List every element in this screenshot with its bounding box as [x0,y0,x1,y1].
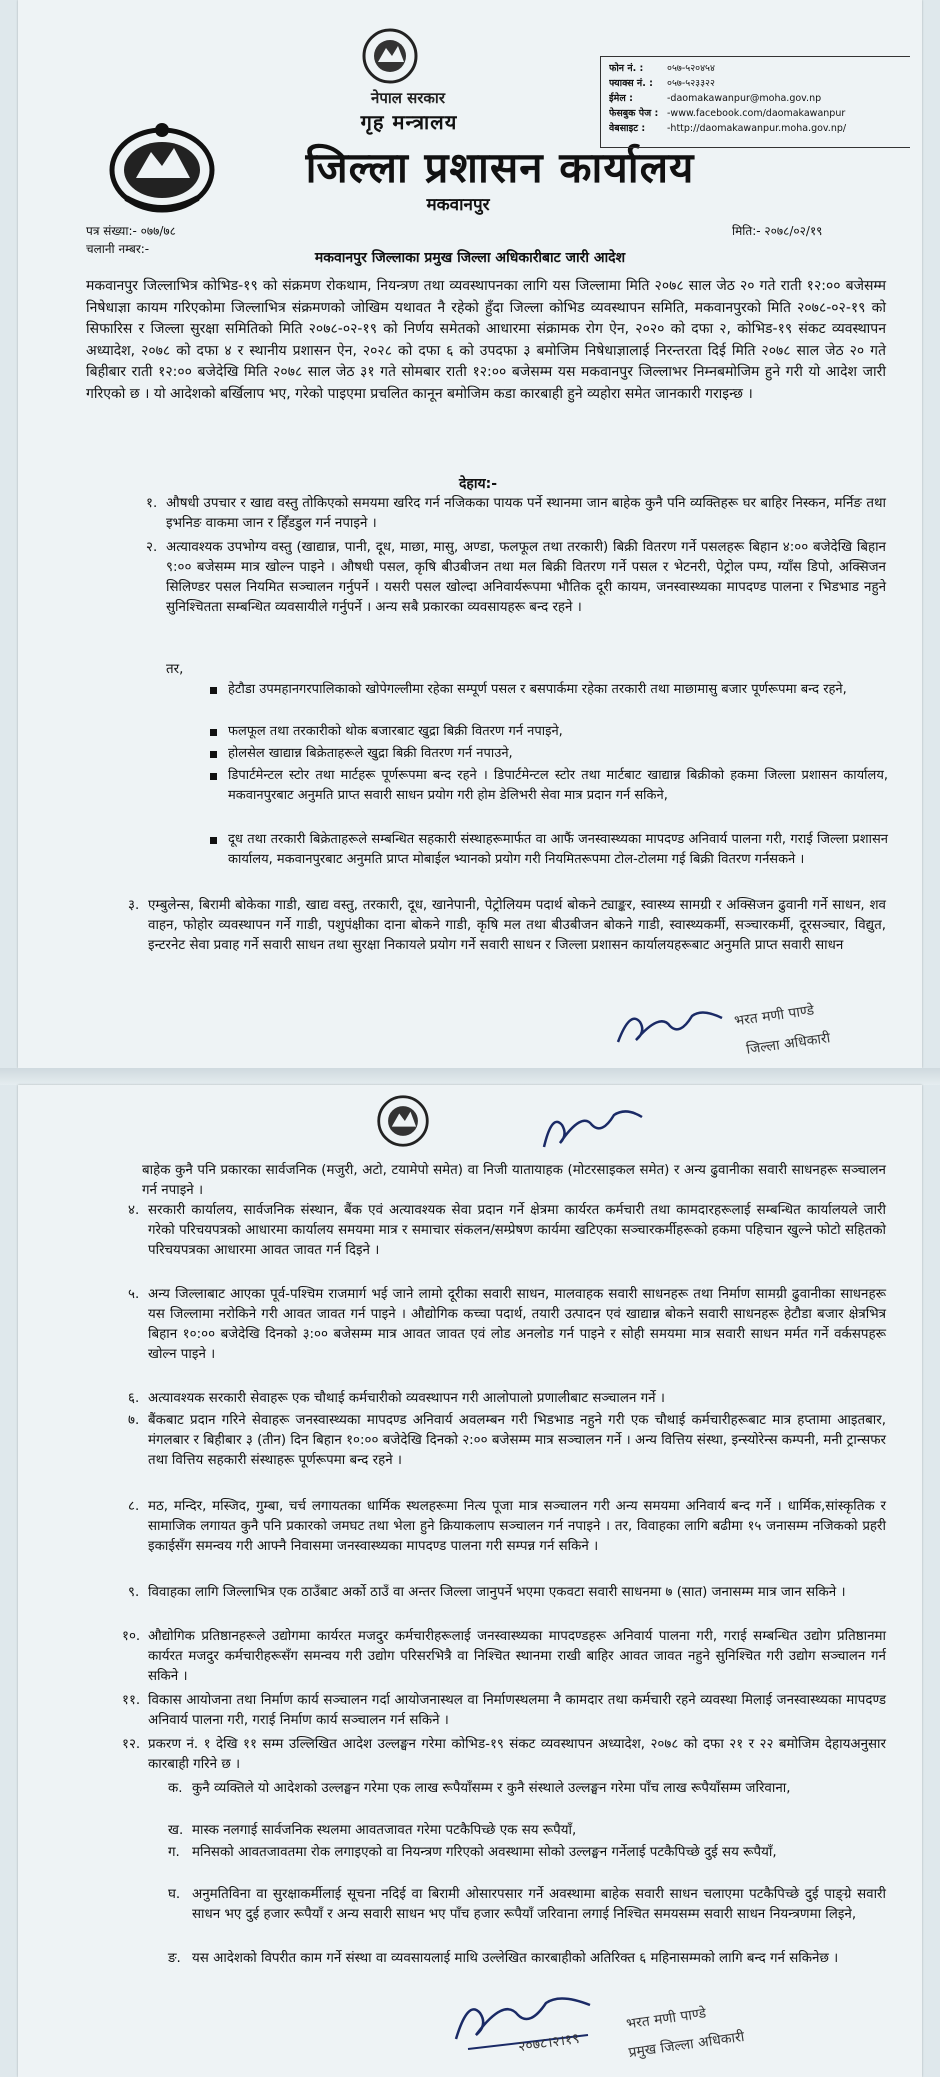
order-item-5: अन्य जिल्लाबाट आएका पूर्व-पश्चिम राजमार्ग भई जाने लामो दूरीका सवारी साधन, मालवाहक सवारी साधनहरू तथा निर्माण सामग्री ढुवानीका साधनहरू यस जिल्लामा नरोकिने गरी आवत जावत गर्न पाइने । औद्योगिक कच्चा पदार्थ, तयारी उत्पादन एवं खाद्यान्न बोकने सवारी साधनहरू हेटौडा बजार क्षेत्रभित्र बिहान १०:०० बजेदेखि दिनको ३:०० बजेसम्म मात्र आवत जावत एवं लोड अनलोड गर्न पाइने र सोही समयमा मात्र सवारी साधन मर्मत गर्ने वर्कसपहरू खोल्न पाइने । [148,1287,886,1362]
contact-facebook[interactable]: फेसबुक पेज : -www.facebook.com/daomakawanpur [609,108,846,119]
dispatch-number: चलानी नम्बर:- [86,242,150,256]
item-number: ११. [122,1693,141,1708]
order-item-10: औद्योगिक प्रतिष्ठानहरूले उद्योगमा कार्यरत मजदुर कर्मचारीहरूलाई जनस्वास्थ्यका मापदण्डहरू अनिवार्य पालना गरी, गराई सम्बन्धित उद्योग प्रतिष्ठानमा कार्यरत मजदुर कर्मचारीहरूसँग समन्वय गरी उद्योग परिसरभित्रै वा निश्चित स्थानमा राखी बाहिर आवत जावत नहुने सुनिश्चित गरी उद्योग सञ्चालन गर्न सकिने । [148,1629,886,1684]
proviso-bullet-1: हेटौडा उपमहानगरपालिकाको खोपेगल्लीमा रहेका सम्पूर्ण पसल र बसपार्कमा रहेका तरकारी तथा माछामासु बजार पूर्णरूपमा बन्द रहने, [228,682,847,697]
item-number: ७. [128,1413,140,1428]
subject-line: मकवानपुर जिल्लाका प्रमुख जिल्ला अधिकारीबाट जारी आदेश [314,250,626,266]
proviso-label: तर, [166,662,184,677]
item-number: ८. [128,1499,140,1514]
item-number: १०. [122,1629,141,1644]
signature-date: २०७८।२।१९ [517,2030,581,2056]
penalty-gha: अनुमतिविना वा सुरक्षाकर्मीलाई सूचना नदिई वा बिरामी ओसारपसार गर्ने अवस्थामा बाहेक सवारी साधन चलाएमा पटकैपिच्छे दुई पाङ्ग्रे सवारी साधन भए दुई हजार रूपैयाँ र अन्य सवारी साधन भए पाँच हजार रूपैयाँ जरिवाना लगाई निश्चित समयसम्म सवारी साधन नियन्त्रणमा लिइने, [192,1887,886,1922]
signatory-name: भरत मणी पाण्डे [733,1002,816,1030]
order-item-12: प्रकरण नं. १ देखि ११ सम्म उल्लिखित आदेश उल्लङ्घन गरेमा कोभिड-१९ संकट व्यवस्थापन अध्यादेश, २०७८ को दफा २१ र २२ बमोजिम देहायअनुसार कारबाही गरिने छ । [148,1737,886,1772]
signature-mark-icon [538,1103,648,1153]
penalty-letter: ङ. [168,1951,181,1966]
document-page-2 [18,1085,922,2077]
ministry-name: गृह मन्त्रालय [360,110,458,134]
item-number: ४. [128,1203,140,1218]
item-number: १. [146,496,158,511]
contact-phone: फोन नं. : ०५७-५२०४५४ [609,63,715,74]
order-item-6: अत्यावश्यक सरकारी सेवाहरू एक चौथाई कर्मचारीको व्यवस्थापन गरी आलोपालो प्रणालीबाट सञ्चालन गर्ने । [148,1391,665,1406]
bullet-marker [210,773,217,780]
penalty-letter: ग. [168,1845,180,1860]
proviso-bullet-3: होलसेल खाद्यान्न बिक्रेताहरूले खुद्रा बिक्री वितरण गर्न नपाउने, [228,746,513,761]
penalty-nga: यस आदेशको विपरीत काम गर्ने संस्था वा व्यवसायलाई माथि उल्लेखित कारबाहीको अतिरिक्त ६ महिनासम्मको लागि बन्द गर्न सकिनेछ । [192,1951,839,1966]
government-name: नेपाल सरकार [371,89,445,107]
item-number: २. [146,540,158,555]
bullet-marker [210,751,217,758]
bullet-marker [210,729,217,736]
item-3-continuation: बाहेक कुनै पनि प्रकारका सार्वजनिक (मजुरी, अटो, टयामेपो समेत) वा निजी यातायाहक (मोटरसाइकल समेत) र अन्य ढुवानीका सवारी साधनहरू सञ्चालन गर्न नपाइने । [142,1163,886,1198]
intro-paragraph: मकवानपुर जिल्लाभित्र कोभिड-१९ को संक्रमण रोकथाम, नियन्त्रण तथा व्यवस्थापनका लागि यस जिल्लामा मिति २०७८ साल जेठ २० गते राती १२:०० बजेसम्म निषेधाज्ञा कायम गरिएकोमा जिल्लाभित्र संक्रमणको जोखिम यथावत नै रहेको हुँदा जिल्ला कोभिड व्यवस्थापन समिति, मकवानपुरको मिति २०७८-०२-१९ को सिफारिस र जिल्ला सुरक्षा समितिको मिति २०७८-०२-१९ को निर्णय समेतको आधारमा संक्रामक रोग ऐन, २०२० को दफा २, कोभिड-१९ संकट व्यवस्थापन अध्यादेश, २०७८ को दफा ४ र स्थानीय प्रशासन ऐन, २०२८ को दफा ६ को उपदफा ३ बमोजिम निषेधाज्ञालाई निरन्तरता दिई मिति २०७८ साल जेठ २० गते बिहीबार राती १२:०० बजेदेखि मिति २०७८ साल जेठ ३१ गते सोमबार राती १२:०० बजेसम्म यस मकवानपुर जिल्लाभर निम्नबमोजिम हुने गरी यो आदेश जारी गरिएको छ । यो आदेशको बर्खिलाप भए, गरेको पाइएमा प्रचलित कानून बमोजिम कडा कारबाही हुने व्यहोरा समेत जानकारी गराइन्छ । [86,278,886,402]
penalty-kha: मास्क नलगाई सार्वजनिक स्थलमा आवतजावत गरेमा पटकैपिच्छे एक सय रूपैयाँ, [192,1823,577,1838]
order-item-9: विवाहका लागि जिल्लाभित्र एक ठाउँबाट अर्को ठाउँ वा अन्तर जिल्ला जानुपर्ने भएमा एकवटा सवारी साधनमा ७ (सात) जनासम्म मात्र जान सकिने । [148,1585,846,1600]
proviso-bullet-4: डिपार्टमेन्टल स्टोर तथा मार्टहरू पूर्णरूपमा बन्द रहने । डिपार्टमेन्टल स्टोर तथा मार्टबाट खाद्यान्न बिक्रीको हकमा जिल्ला प्रशासन कार्यालय, मकवानपुरबाट अनुमति प्राप्त सवारी साधन प्रयोग गरी होम डेलिभरी सेवा मात्र प्रदान गर्न सकिने, [228,768,888,803]
item-number: ६. [128,1391,140,1406]
contact-website[interactable]: वेबसाइट : -http://daomakawanpur.moha.gov.np/ [609,123,847,134]
penalty-ga: मनिसको आवतजावतमा रोक लगाइएको वा नियन्त्रण गरिएको अवस्थामा सोको उल्लङ्घन गर्नेलाई पटकैपिच्छे दुई सय रूपैयाँ, [192,1845,777,1860]
order-item-8: मठ, मन्दिर, मस्जिद, गुम्बा, चर्च लगायतका धार्मिक स्थलहरूमा नित्य पूजा मात्र सञ्चालन गरी अन्य समयमा अनिवार्य बन्द गर्ने । धार्मिक,सांस्कृतिक र सामाजिक लगायत कुनै पनि प्रकारको जमघट तथा भेला हुने क्रियाकलाप सञ्चालन गर्न नपाइने । तर, विवाहका लागि बढीमा १५ जनासम्म नजिकको प्रहरी इकाईसँग समन्वय गरी आफ्नै निवासमा जनस्वास्थ्यका मापदण्ड पालना गरी सम्पन्न गर्न सकिने । [148,1499,886,1554]
contact-box [600,56,910,148]
order-item-7: बैंकबाट प्रदान गरिने सेवाहरू जनस्वास्थ्यका मापदण्ड अनिवार्य अवलम्बन गरी भिडभाड नहुने गरी एक चौथाई कर्मचारीहरूबाट मात्र हप्तामा आइतबार, मंगलबार र बिहीबार ३ (तीन) दिन बिहान १०:०० बजेदेखि दिनको २:०० बजेसम्म मात्र सञ्चालन गर्ने । अन्य वित्तिय संस्था, इन्स्योरेन्स कम्पनी, मनी ट्रान्सफर तथा वित्तिय सहकारी संस्थाहरू पूर्णरूपमा बन्द रहने । [148,1413,886,1468]
nepal-emblem-icon [106,118,218,214]
order-item-3: एम्बुलेन्स, बिरामी बोकेका गाडी, खाद्य वस्तु, तरकारी, दूध, खानेपानी, पेट्रोलियम पदार्थ बोकने ट्याङ्कर, स्वास्थ्य सामग्री र अक्सिजन ढुवानी गर्ने साधन, शव वाहन, फोहोर व्यवस्थापन गर्ने गाडी, पशुपंक्षीका दाना बोकने गाडी, कृषि मल तथा बीउबीजन बोकने गाडी, स्वास्थ्यकर्मी, सञ्चारकर्मी, दूरसञ्चार, विद्युत, इन्टरनेट सेवा प्रवाह गर्ने सवारी साधन तथा सुरक्षा निकायले प्रयोग गर्ने सवारी साधन र जिल्ला प्रशासन कार्यालयहरूबाट अनुमति प्राप्त सवारी साधन [148,898,886,953]
penalty-ka: कुनै व्यक्तिले यो आदेशको उल्लङ्घन गरेमा एक लाख रूपैयाँसम्म र कुनै संस्थाले उल्लङ्घन गरेमा पाँच लाख रूपैयाँसम्म जरिवाना, [192,1781,791,1796]
signatory-title: जिल्ला अधिकारी [745,1030,832,1058]
district-name: मकवानपुर [426,195,490,215]
contact-email[interactable]: ईमेल : -daomakawanpur@moha.gov.np [609,93,822,104]
signature-mark-icon [610,1002,730,1052]
office-title: जिल्ला प्रशासन कार्यालय [305,143,695,192]
document-page-1 [18,0,922,1068]
order-item-4: सरकारी कार्यालय, सार्वजनिक संस्थान, बैंक एवं अत्यावश्यक सेवा प्रदान गर्ने क्षेत्रमा कार्यरत कर्मचारी तथा कामदारहरूलाई सम्बन्धित कार्यालयले जारी गरेको परिचयपत्रको आधारमा कार्यालय समयमा मात्र र समाचार संकलन/सम्प्रेषण कार्यमा खटिएका सञ्चारकर्मीहरूको हकमा पहिचान खुल्ने फोटो सहितको परिचयपत्रका आधारमा आवत जावत गर्न दिइने । [148,1203,886,1258]
signatory-name: भरत मणी पाण्डे [625,2005,708,2033]
letter-date: मिति:- २०७८/०२/१९ [732,224,823,238]
item-number: १२. [122,1737,141,1752]
list-heading: देहाय:- [458,476,498,492]
nepal-emblem-small-icon [372,1093,434,1149]
item-number: ९. [128,1585,140,1600]
order-item-1: औषधी उपचार र खाद्य वस्तु तोकिएको समयमा खरिद गर्न नजिकका पायक पर्ने स्थानमा जान बाहेक कुनै पनि व्यक्तिहरू घर बाहिर निस्कन, मर्निङ तथा इभनिङ वाकमा जान र हिँडडुल गर्न नपाइने । [166,496,886,531]
proviso-bullet-2: फलफूल तथा तरकारीको थोक बजारबाट खुद्रा बिक्री वितरण गर्न नपाइने, [228,724,563,739]
penalty-letter: क. [168,1781,183,1796]
letter-number: पत्र संख्या:- ०७७/७८ [86,224,176,238]
order-item-2: अत्यावश्यक उपभोग्य वस्तु (खाद्यान्न, पानी, दूध, माछा, मासु, अण्डा, फलफूल तथा तरकारी) बिक्री वितरण गर्ने पसलहरू बिहान ४:०० बजेदेखि बिहान ९:०० बजेसम्म मात्र खोल्न पाइने । औषधी पसल, कृषि बीउबीजन तथा मल बिक्री वितरण गर्ने पसल र भेटनरी, पेट्रोल पम्प, ग्याँस डिपो, अक्सिजन सिलिण्डर पसल नियमित सञ्चालन गर्नुपर्ने । यसरी पसल खोल्दा अनिवार्यरूपमा भौतिक दूरी कायम, जनस्वास्थ्यका मापदण्ड पालना र भिडभाड नहुने सुनिश्चितता सम्बन्धित व्यवसायीले गर्नुपर्ने । अन्य सबै प्रकारका व्यवसायहरू बन्द रहने । [166,540,886,615]
proviso-bullet-5: दूध तथा तरकारी बिक्रेताहरूले सम्बन्धित सहकारी संस्थाहरूमार्फत वा आफैं जनस्वास्थ्यका मापदण्ड अनिवार्य पालना गरी, गराई जिल्ला प्रशासन कार्यालय, मकवानपुरबाट अनुमति प्राप्त मोबाईल भ्यानको प्रयोग गरी नियमितरूपमा टोल-टोलमा गई बिक्री वितरण गर्नसकने । [228,832,888,867]
penalty-letter: घ. [168,1887,181,1902]
page-separator [0,1068,940,1085]
nepal-emblem-small-icon [358,26,422,86]
bullet-marker [210,837,217,844]
item-number: ३. [128,898,140,913]
contact-fax: फ्याक्स नं. : ०५७-५२३३२२ [609,78,715,89]
item-number: ५. [128,1287,140,1302]
order-item-11: विकास आयोजना तथा निर्माण कार्य सञ्चालन गर्दा आयोजनास्थल वा निर्माणस्थलमा नै कामदार तथा कर्मचारी रहने व्यवस्था मिलाई जनस्वास्थ्यका मापदण्ड अनिवार्य पालना गरी, गराई निर्माण कार्य सञ्चालन गर्न सकिने । [148,1693,886,1728]
penalty-letter: ख. [168,1823,184,1838]
bullet-marker [210,687,217,694]
signatory-title: प्रमुख जिल्ला अधिकारी [627,2028,746,2062]
